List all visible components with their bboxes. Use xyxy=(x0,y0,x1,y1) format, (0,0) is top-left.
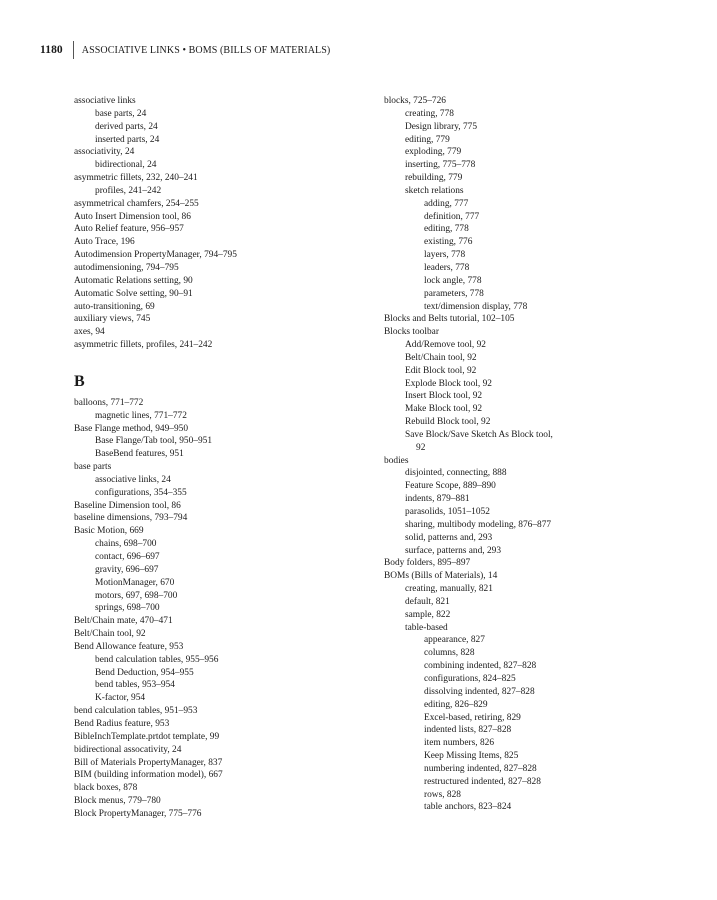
index-subentry: Design library, 775 xyxy=(405,121,478,132)
index-subentry: Add/Remove tool, 92 xyxy=(405,340,486,351)
index-subentry: base parts, 24 xyxy=(95,108,147,119)
index-subentry: item numbers, 826 xyxy=(424,738,495,749)
index-subentry: rebuilding, 779 xyxy=(405,173,463,184)
index-entry: BIM (building information model), 667 xyxy=(74,770,223,781)
index-entry: baseline dimensions, 793–794 xyxy=(74,513,188,524)
index-subentry: Bend Deduction, 954–955 xyxy=(95,667,194,678)
index-entry: blocks, 725–726 xyxy=(384,96,446,106)
index-subentry: configurations, 354–355 xyxy=(95,487,187,498)
index-subentry: rows, 828 xyxy=(424,789,461,800)
index-entry: bidirectional assocativity, 24 xyxy=(74,744,182,755)
index-subentry: Save Block/Save Sketch As Block tool, xyxy=(405,429,553,440)
running-head: ASSOCIATIVE LINKS • BOMS (BILLS OF MATERIALS) xyxy=(81,44,331,56)
index-entry: auxiliary views, 745 xyxy=(74,314,151,325)
index-entry: base parts xyxy=(74,462,112,473)
index-subentry: K-factor, 954 xyxy=(95,693,146,704)
index-entry: Baseline Dimension tool, 86 xyxy=(74,500,181,511)
index-entry: Auto Relief feature, 956–957 xyxy=(74,224,184,235)
index-entry: asymmetric fillets, 232, 240–241 xyxy=(74,173,198,184)
index-column-right xyxy=(384,95,684,814)
index-subentry: MotionManager, 670 xyxy=(95,577,175,588)
index-entry: associative links xyxy=(74,96,136,106)
index-subentry: indented lists, 827–828 xyxy=(424,725,512,736)
index-subentry: sketch relations xyxy=(405,185,464,196)
index-entry: black boxes, 878 xyxy=(74,783,138,794)
index-subentry: Keep Missing Items, 825 xyxy=(424,751,519,762)
index-subentry: contact, 696–697 xyxy=(95,552,160,562)
index-subentry: leaders, 778 xyxy=(424,262,470,273)
index-entry: Belt/Chain tool, 92 xyxy=(74,629,146,640)
index-subentry: table anchors, 823–824 xyxy=(424,802,512,813)
index-subentry: adding, 777 xyxy=(424,198,469,209)
index-entry: BOMs (Bills of Materials), 14 xyxy=(384,571,498,582)
index-entry: balloons, 771–772 xyxy=(74,397,144,408)
index-subentry: inserted parts, 24 xyxy=(95,134,160,145)
index-subentry: table-based xyxy=(405,622,448,633)
index-subentry: parameters, 778 xyxy=(424,288,484,299)
index-subentry: surface, patterns and, 293 xyxy=(405,545,502,556)
index-subentry: Excel-based, retiring, 829 xyxy=(424,712,521,723)
index-entry: Blocks and Belts tutorial, 102–105 xyxy=(384,314,515,325)
index-subentry: profiles, 241–242 xyxy=(95,185,162,196)
index-subentry: associative links, 24 xyxy=(95,474,171,485)
index-subentry: Edit Block tool, 92 xyxy=(405,365,477,376)
index-subentry: dissolving indented, 827–828 xyxy=(424,686,535,697)
index-subentry: bend tables, 953–954 xyxy=(95,680,175,691)
index-subentry: creating, 778 xyxy=(405,108,454,119)
index-entry: bend calculation tables, 951–953 xyxy=(74,706,198,717)
index-subentry: layers, 778 xyxy=(424,250,466,261)
index-subentry: indents, 879–881 xyxy=(405,494,470,505)
index-entry: Block menus, 779–780 xyxy=(74,796,161,807)
index-entry: Bill of Materials PropertyManager, 837 xyxy=(74,757,223,768)
index-entry: bodies xyxy=(384,455,409,466)
index-entry: Bend Allowance feature, 953 xyxy=(74,641,184,652)
index-entry: Body folders, 895–897 xyxy=(384,558,471,569)
index-subentry: exploding, 779 xyxy=(405,147,462,158)
index-entry: Automatic Relations setting, 90 xyxy=(74,275,193,286)
index-subentry: default, 821 xyxy=(405,596,450,607)
index-subentry: Insert Block tool, 92 xyxy=(405,391,483,402)
index-subentry: derived parts, 24 xyxy=(95,121,158,132)
index-subentry: editing, 779 xyxy=(405,134,450,145)
index-subentry: BaseBend features, 951 xyxy=(95,449,184,460)
index-subentry: restructured indented, 827–828 xyxy=(424,776,541,787)
page-header xyxy=(40,41,330,59)
index-subentry: numbering indented, 827–828 xyxy=(424,763,537,774)
index-entry: Block PropertyManager, 775–776 xyxy=(74,808,202,819)
index-subentry: bend calculation tables, 955–956 xyxy=(95,654,219,665)
index-entry: BibleInchTemplate.prtdot template, 99 xyxy=(74,731,220,742)
section-letter: B xyxy=(74,372,85,390)
index-subentry: gravity, 696–697 xyxy=(95,564,159,575)
index-subentry: combining indented, 827–828 xyxy=(424,661,537,672)
index-entry: Belt/Chain mate, 470–471 xyxy=(74,616,173,627)
index-subentry: parasolids, 1051–1052 xyxy=(405,507,490,517)
index-subentry: sample, 822 xyxy=(405,609,451,620)
index-entry: Automatic Solve setting, 90–91 xyxy=(74,288,193,299)
index-subentry: Belt/Chain tool, 92 xyxy=(405,352,477,363)
index-subentry: definition, 777 xyxy=(424,211,480,222)
index-subentry: editing, 826–829 xyxy=(424,699,488,710)
index-subentry: Base Flange/Tab tool, 950–951 xyxy=(95,436,213,447)
index-subentry: motors, 697, 698–700 xyxy=(95,590,178,601)
index-column-left xyxy=(74,95,364,821)
index-group-a xyxy=(74,95,364,352)
index-entry: Base Flange method, 949–950 xyxy=(74,423,189,434)
index-subentry: magnetic lines, 771–772 xyxy=(95,410,187,421)
index-entry: Autodimension PropertyManager, 794–795 xyxy=(74,250,237,261)
index-subentry: editing, 778 xyxy=(424,224,469,235)
index-entry: auto-transitioning, 69 xyxy=(74,301,155,312)
index-group-b xyxy=(74,397,364,821)
index-subentry: configurations, 824–825 xyxy=(424,673,516,684)
index-entry: autodimensioning, 794–795 xyxy=(74,262,179,273)
index-subentry: Make Block tool, 92 xyxy=(405,404,483,415)
index-entry: Auto Insert Dimension tool, 86 xyxy=(74,211,191,222)
header-divider xyxy=(73,41,74,59)
index-subentry: columns, 828 xyxy=(424,648,475,659)
index-subentry: bidirectional, 24 xyxy=(95,160,157,171)
index-subentry: Feature Scope, 889–890 xyxy=(405,481,496,492)
index-subentry: sharing, multibody modeling, 876–877 xyxy=(405,519,552,530)
index-subentry: existing, 776 xyxy=(424,237,473,248)
index-entry: axes, 94 xyxy=(74,327,105,338)
index-entry: Basic Motion, 669 xyxy=(74,526,144,537)
index-subentry: creating, manually, 821 xyxy=(405,584,493,595)
index-subentry: inserting, 775–778 xyxy=(405,160,476,171)
index-subentry: disjointed, connecting, 888 xyxy=(405,468,507,479)
index-subentry: chains, 698–700 xyxy=(95,539,157,550)
index-entry: Blocks toolbar xyxy=(384,327,439,338)
index-subentry: lock angle, 778 xyxy=(424,275,482,286)
page-number: 1180 xyxy=(40,44,63,56)
index-entry: Bend Radius feature, 953 xyxy=(74,718,170,729)
index-subentry: 92 xyxy=(416,442,426,453)
index-subentry: springs, 698–700 xyxy=(95,603,160,614)
index-subentry: solid, patterns and, 293 xyxy=(405,532,493,543)
index-subentry: appearance, 827 xyxy=(424,635,485,646)
index-subentry: Explode Block tool, 92 xyxy=(405,378,492,389)
index-entry: asymmetric fillets, profiles, 241–242 xyxy=(74,340,213,351)
index-subentry: text/dimension display, 778 xyxy=(424,301,528,312)
index-entry: asymmetrical chamfers, 254–255 xyxy=(74,198,199,209)
index-subentry: Rebuild Block tool, 92 xyxy=(405,417,491,428)
index-group-right xyxy=(384,95,684,814)
index-entry: associativity, 24 xyxy=(74,147,135,158)
index-entry: Auto Trace, 196 xyxy=(74,237,135,248)
